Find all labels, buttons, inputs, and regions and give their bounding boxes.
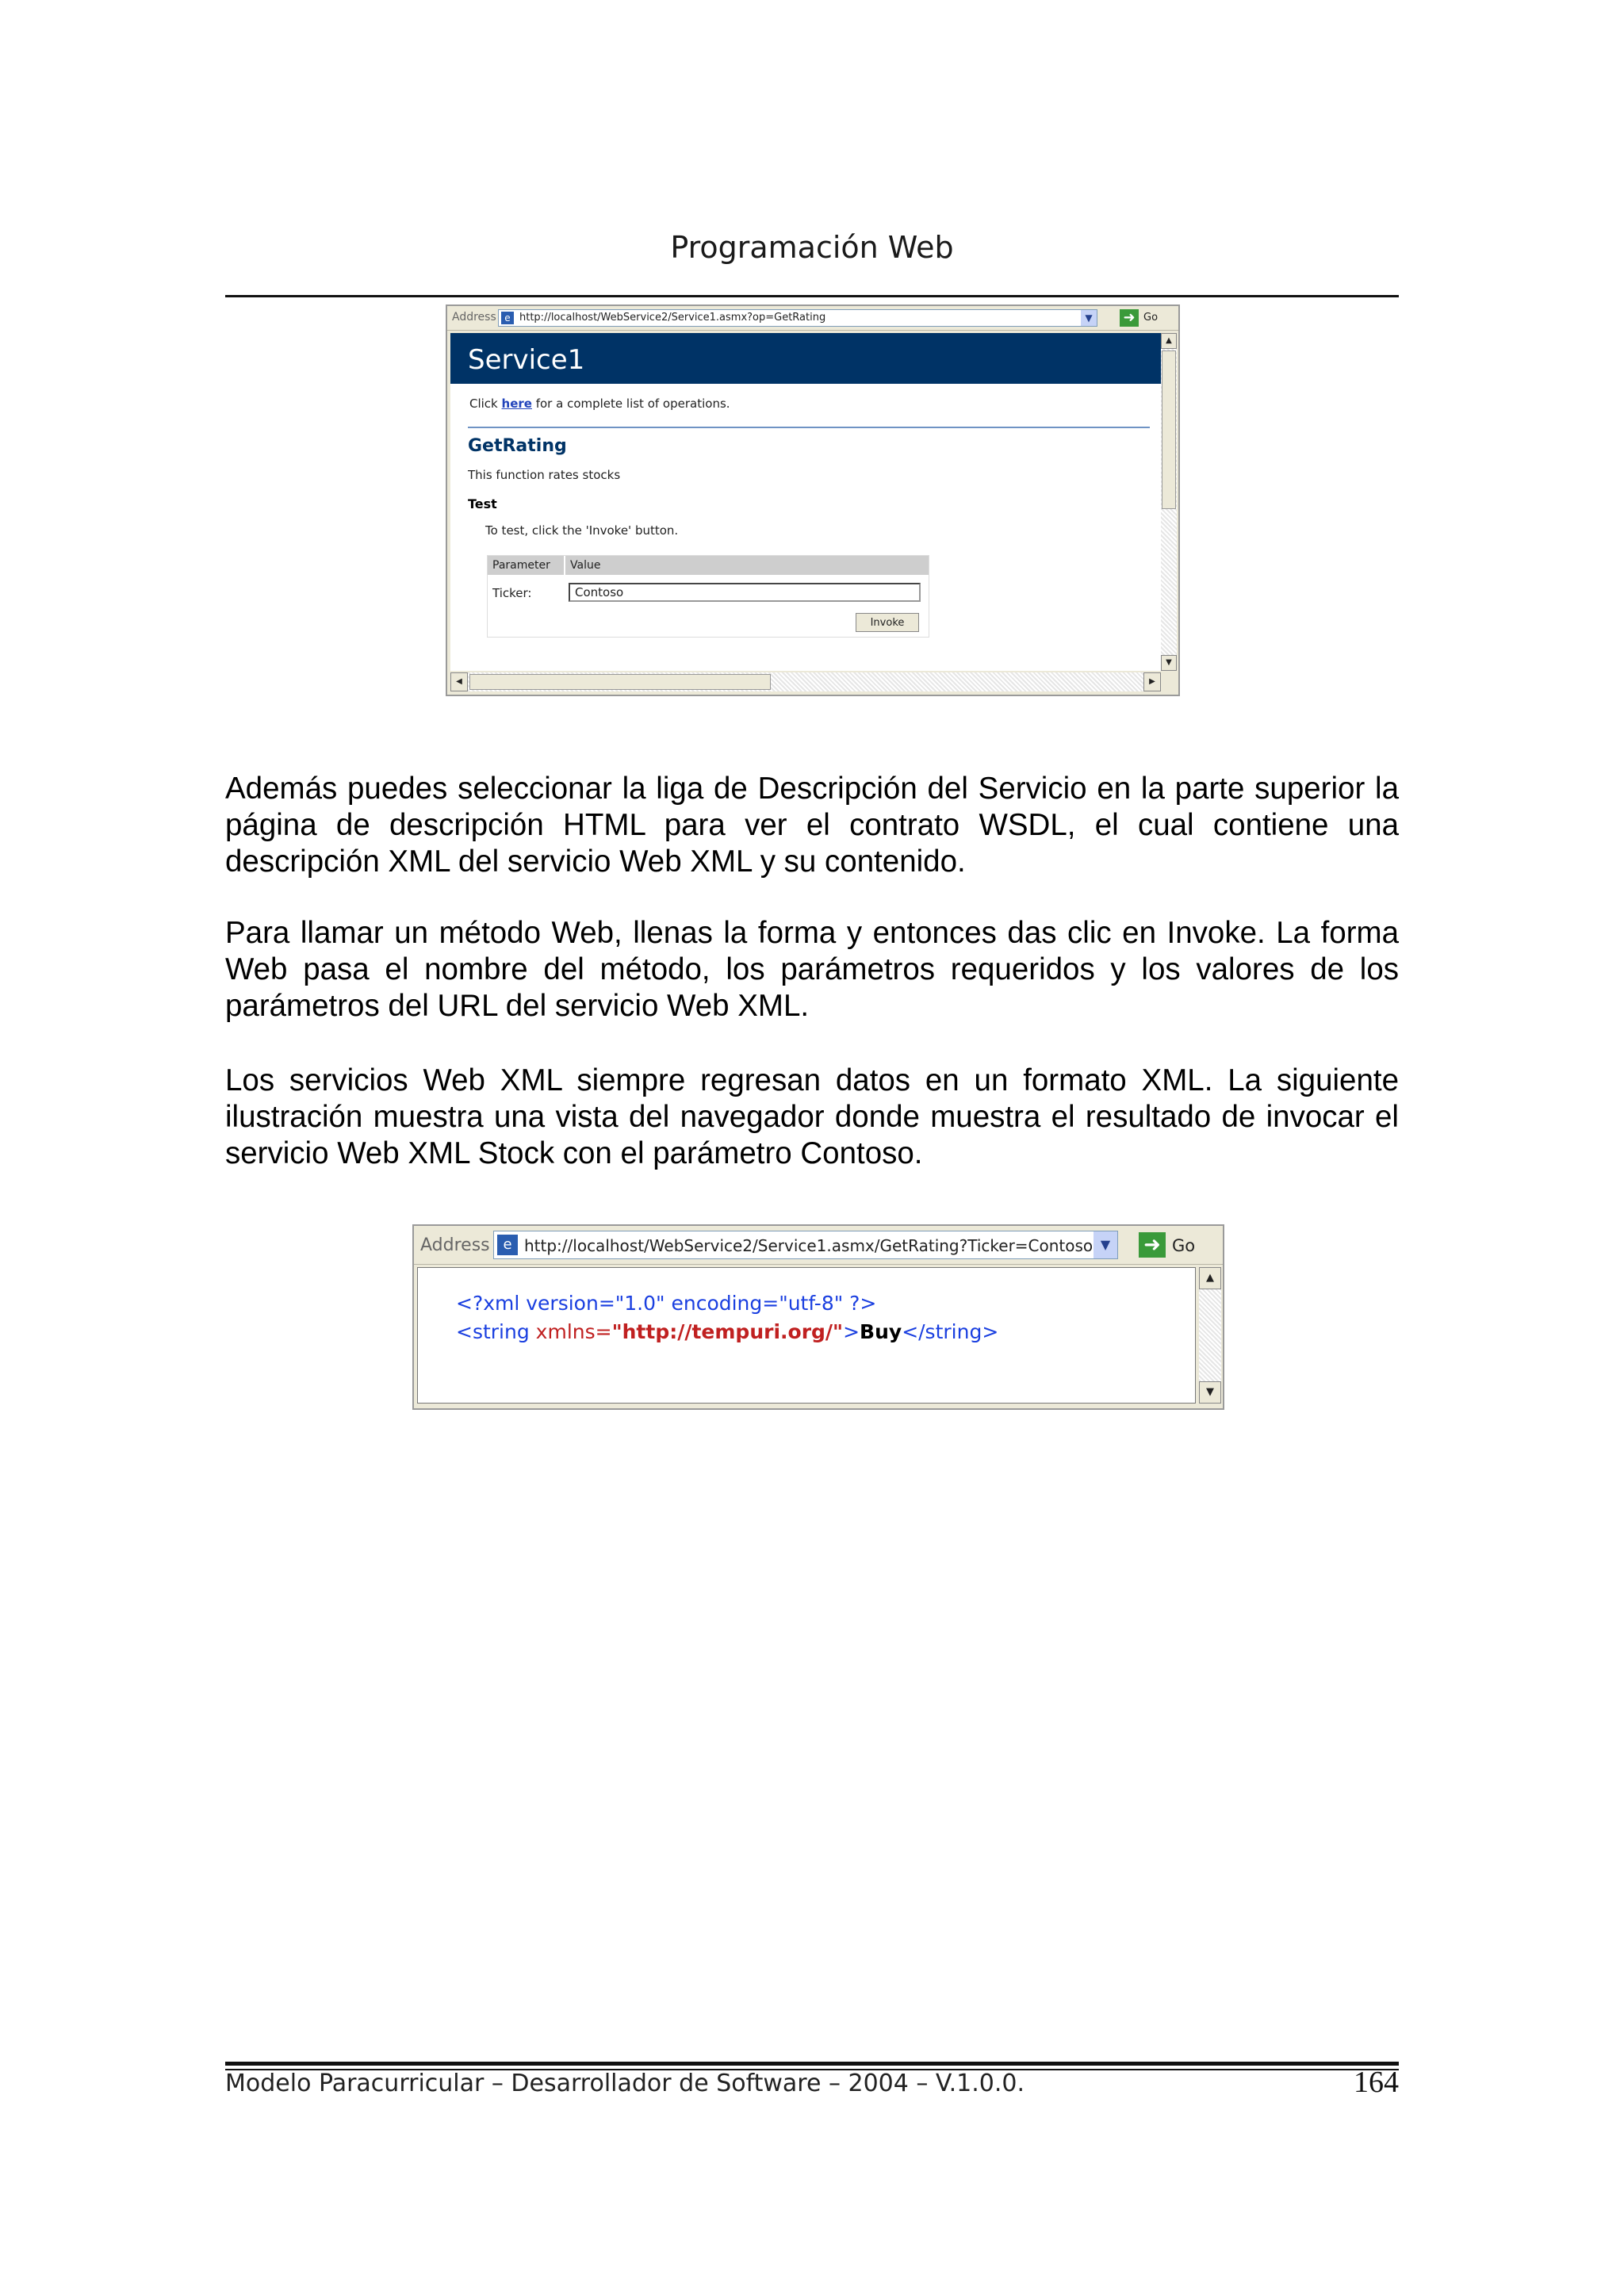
go-button-label[interactable]: Go <box>1172 1236 1196 1255</box>
browser-viewport <box>450 333 1161 671</box>
chevron-down-icon[interactable]: ▼ <box>1081 310 1097 326</box>
browser-screenshot-xml-result <box>412 1224 1224 1410</box>
ticker-label: Ticker: <box>492 586 532 600</box>
address-url: http://localhost/WebService2/Service1.asmx/GetRating?Ticker=Contoso <box>524 1236 1094 1255</box>
here-link[interactable]: here <box>501 396 532 411</box>
scroll-up-icon[interactable]: ▲ <box>1199 1267 1221 1289</box>
invoke-button[interactable]: Invoke <box>856 613 919 632</box>
xml-open-tag: <string <box>456 1320 536 1343</box>
method-name: GetRating <box>468 436 567 456</box>
address-url: http://localhost/WebService2/Service1.asmx?op=GetRating <box>519 312 826 324</box>
page-number: 164 <box>1354 2066 1399 2099</box>
paragraph-xml-result: Los servicios Web XML siempre regresan datos en un formato XML. La siguiente ilustración muestra una vista del navegador donde muestra el resultado de invocar el servicio Web XML Stock con el parámetro Contoso. <box>225 1063 1399 1170</box>
ticker-input[interactable]: Contoso <box>569 583 921 602</box>
service-title: Service1 <box>468 344 585 376</box>
xml-attribute: xmlns= <box>535 1320 612 1343</box>
xml-string-element <box>456 1320 998 1343</box>
scroll-down-icon[interactable]: ▼ <box>1161 655 1177 671</box>
ie-page-icon: e <box>497 1235 518 1255</box>
hint-suffix: for a complete list of operations. <box>531 396 730 411</box>
paragraph-invoke-method: Para llamar un método Web, llenas la forma y entonces das clic en Invoke. La forma Web pasa el nombre del método, los parámetros requeridos y los valores de los parámetros del URL del servicio Web XML. <box>225 916 1399 1023</box>
address-input[interactable] <box>498 309 1097 327</box>
xml-value: Buy <box>860 1320 902 1343</box>
scroll-left-icon[interactable]: ◀ <box>450 672 468 691</box>
scroll-up-icon[interactable]: ▲ <box>1161 333 1177 349</box>
go-button-label[interactable]: Go <box>1143 312 1159 324</box>
address-bar <box>414 1226 1223 1265</box>
section-divider <box>468 427 1150 428</box>
paragraph-description-link: Además puedes seleccionar la liga de Descripción del Servicio en la parte superior la página de descripción HTML para ver el contrato WSDL, el cual contiene una descripción XML del servicio Web XML y su contenido. <box>225 772 1399 879</box>
running-header: Programación Web <box>670 230 954 265</box>
xml-close-tag: </string> <box>902 1320 999 1343</box>
xml-namespace: "http://tempuri.org/" <box>611 1320 844 1343</box>
xml-gt: > <box>843 1320 860 1343</box>
footer-text: Modelo Paracurricular – Desarrollador de Software – 2004 – V.1.0.0. <box>225 2070 1025 2097</box>
go-arrow-icon[interactable]: ➜ <box>1139 1232 1166 1258</box>
address-input[interactable] <box>493 1231 1118 1259</box>
column-header-value: Value <box>570 559 601 572</box>
vertical-scrollbar[interactable] <box>1161 333 1177 671</box>
test-heading: Test <box>468 496 497 511</box>
column-separator <box>564 556 565 575</box>
hint-prefix: Click <box>469 396 502 411</box>
xml-declaration: <?xml version="1.0" encoding="utf-8" ?> <box>456 1292 877 1315</box>
test-description: To test, click the 'Invoke' button. <box>485 523 679 538</box>
service-banner <box>450 333 1161 384</box>
horizontal-scrollbar[interactable] <box>450 672 1161 691</box>
header-rule <box>225 295 1399 297</box>
browser-viewport <box>417 1267 1196 1404</box>
address-label: Address <box>420 1235 490 1255</box>
scroll-down-icon[interactable]: ▼ <box>1199 1381 1221 1404</box>
go-arrow-icon[interactable]: ➜ <box>1120 309 1139 327</box>
method-description: This function rates stocks <box>468 468 621 482</box>
chevron-down-icon[interactable]: ▼ <box>1094 1231 1117 1258</box>
browser-screenshot-service-page <box>446 304 1180 696</box>
horizontal-scroll-thumb[interactable] <box>469 674 771 690</box>
address-label: Address <box>452 311 496 324</box>
form-header-row <box>488 556 929 575</box>
ie-page-icon: e <box>501 312 514 324</box>
column-header-parameter: Parameter <box>492 559 550 572</box>
operations-hint <box>469 396 730 411</box>
vertical-scroll-thumb[interactable] <box>1162 350 1176 509</box>
scroll-right-icon[interactable]: ▶ <box>1143 672 1161 691</box>
footer-rule-thick <box>225 2062 1399 2066</box>
address-bar <box>447 306 1178 331</box>
invoke-form <box>487 555 929 638</box>
vertical-scrollbar[interactable] <box>1199 1267 1221 1404</box>
